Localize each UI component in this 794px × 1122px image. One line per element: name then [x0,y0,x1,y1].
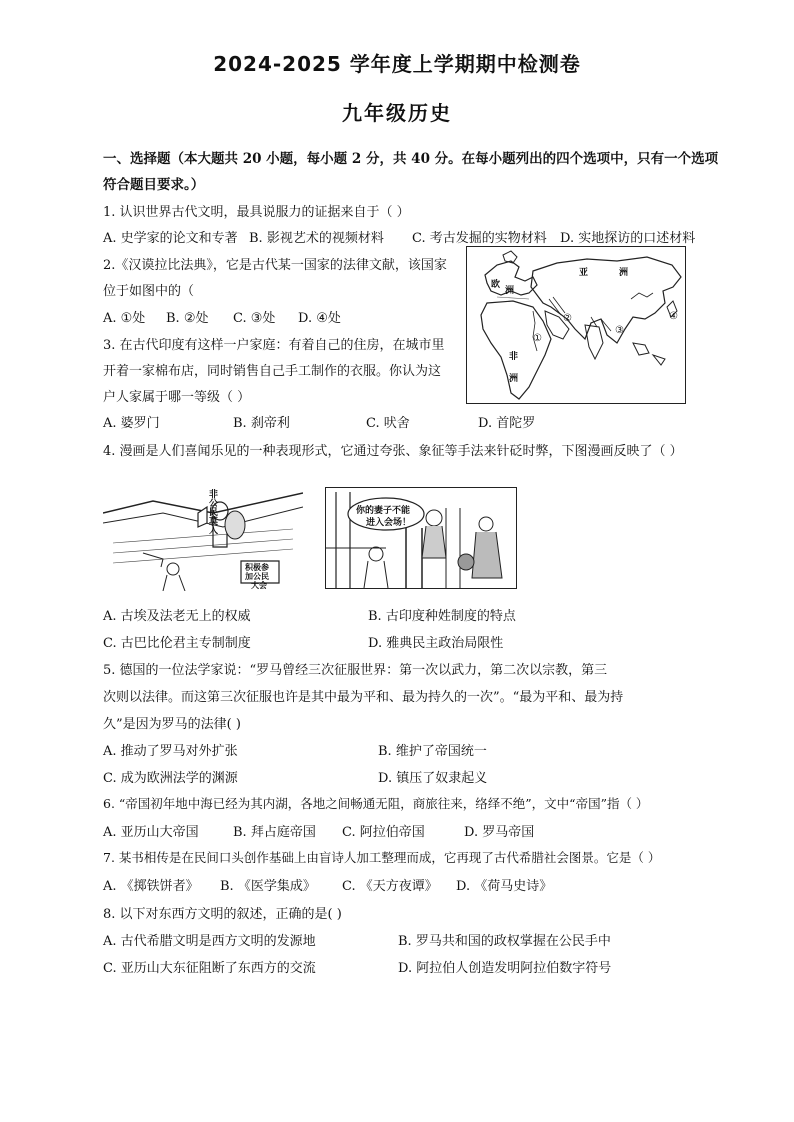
q5-option-b: B. 维护了帝国统一 [378,744,487,759]
q4-stem: 4. 漫画是人们喜闻乐见的一种表现形式，它通过夸张、象征等手法来针砭时弊，下图漫画反映了（ ） [103,444,683,459]
q1-option-d: D. 实地探访的口述材料 [560,231,696,246]
cartoon-2-bubble-line2: 进入会场！ [366,518,412,528]
q5-stem-line2: 次则以法律。而这第三次征服也许是其中最为平和、最为持久的一次”。“最为平和、最为持 [103,690,624,705]
map-marker-4: ④ [669,311,678,322]
q3-stem-line1: 3. 在古代印度有这样一户家庭：有着自己的住房，在城市里 [103,338,445,353]
q3-option-a: A. 婆罗门 [103,416,160,431]
q4-option-a: A. 古埃及法老无上的权威 [103,609,251,624]
map-marker-3: ③ [615,325,624,336]
q3-option-c: C. 吠舍 [366,416,410,431]
q5-option-a: A. 推动了罗马对外扩张 [103,744,238,759]
q8-option-d: D. 阿拉伯人创造发明阿拉伯数字符号 [398,961,612,976]
q1-stem: 1. 认识世界古代文明，最具说服力的证据来自于（ ） [103,205,410,220]
map-marker-2: ② [563,313,572,324]
q5-option-c: C. 成为欧洲法学的渊源 [103,771,238,786]
q3-stem-line3: 户人家属于哪一等级（ ） [103,390,251,405]
q7-stem: 7. 某书相传是在民间口头创作基础上由盲诗人加工整理而成，它再现了古代希腊社会图景。它是（ ） [103,850,661,865]
q2-option-b: B. ②处 [166,311,209,326]
q2-stem-line2: 位于如图中的（ [103,284,195,299]
q2-stem-line1: 2.《汉谟拉比法典》，它是古代某一国家的法律文献，该国家 [103,258,447,273]
map-label-africa-1: 非 [509,352,519,362]
q8-option-b: B. 罗马共和国的政权掌握在公民手中 [398,934,611,949]
q6-option-c: C. 阿拉伯帝国 [342,825,425,840]
exam-subject: 九年级历史 [342,101,452,125]
q3-option-b: B. 刹帝利 [233,416,290,431]
map-label-asia-2: 洲 [619,268,629,278]
cartoon-1 [103,483,303,591]
q1-option-b: B. 影视艺术的视频材料 [249,231,384,246]
map-label-europe-2: 洲 [505,286,515,296]
q4-option-b: B. 古印度种姓制度的特点 [368,609,516,624]
cartoon-1-banner-line1: 积极参 [245,562,269,572]
q7-option-c: C. 《天方夜谭》 [342,879,438,894]
q6-stem: 6. “帝国初年地中海已经为其内湖，各地之间畅通无阻，商旅往来，络绎不绝”，文中“帝国”指（ ） [103,796,649,811]
q8-stem: 8. 以下对东西方文明的叙述，正确的是( ) [103,907,342,922]
world-map-drawing [467,247,685,403]
q3-stem-line2: 开着一家棉布店，同时销售自己手工制作的衣服。你认为这 [103,364,442,379]
cartoon-1-sign: 非公民莫入 [207,489,217,534]
cartoon-2-drawing [326,488,516,588]
q4-option-d: D. 雅典民主政治局限性 [368,636,504,651]
exam-title: 2024-2025 学年度上学期期中检测卷 [213,52,581,76]
q7-option-d: D. 《荷马史诗》 [456,879,553,894]
map-label-asia-1: 亚 [579,268,589,278]
q7-option-a: A. 《掷铁饼者》 [103,879,199,894]
q4-option-c: C. 古巴比伦君主专制制度 [103,636,251,651]
q1-option-a: A. 史学家的论文和专著 [103,231,238,246]
q2-option-c: C. ③处 [233,311,276,326]
q6-option-a: A. 亚历山大帝国 [103,825,199,840]
q5-stem-line3: 久”是因为罗马的法律( ) [103,717,241,732]
q6-option-b: B. 拜占庭帝国 [233,825,316,840]
q8-option-c: C. 亚历山大东征阻断了东西方的交流 [103,961,316,976]
section-heading-line2: 符合题目要求。） [103,177,205,193]
cartoon-2 [325,487,517,589]
q2-option-d: D. ④处 [298,311,341,326]
q6-option-d: D. 罗马帝国 [464,825,535,840]
q7-option-b: B. 《医学集成》 [220,879,316,894]
q8-option-a: A. 古代希腊文明是西方文明的发源地 [103,934,316,949]
world-map-figure [466,246,686,404]
q2-option-a: A. ①处 [103,311,146,326]
section-heading-line1: 一、选择题（本大题共 20 小题，每小题 2 分，共 40 分。在每小题列出的四个选项中，只有一个选项 [103,151,719,167]
cartoon-2-bubble-line1: 你的妻子不能 [356,506,411,516]
q5-stem-line1: 5. 德国的一位法学家说：“罗马曾经三次征服世界：第一次以武力，第二次以宗教，第三 [103,663,608,678]
q3-option-d: D. 首陀罗 [478,416,536,431]
cartoon-1-banner-line3: 大会 [251,580,267,590]
map-marker-1: ① [533,333,542,344]
map-label-europe-1: 欧 [491,280,501,290]
cartoon-1-banner-line2: 加公民 [245,571,269,581]
q1-option-c: C. 考古发掘的实物材料 [412,231,547,246]
map-label-africa-2: 洲 [509,374,519,384]
q5-option-d: D. 镇压了奴隶起义 [378,771,488,786]
